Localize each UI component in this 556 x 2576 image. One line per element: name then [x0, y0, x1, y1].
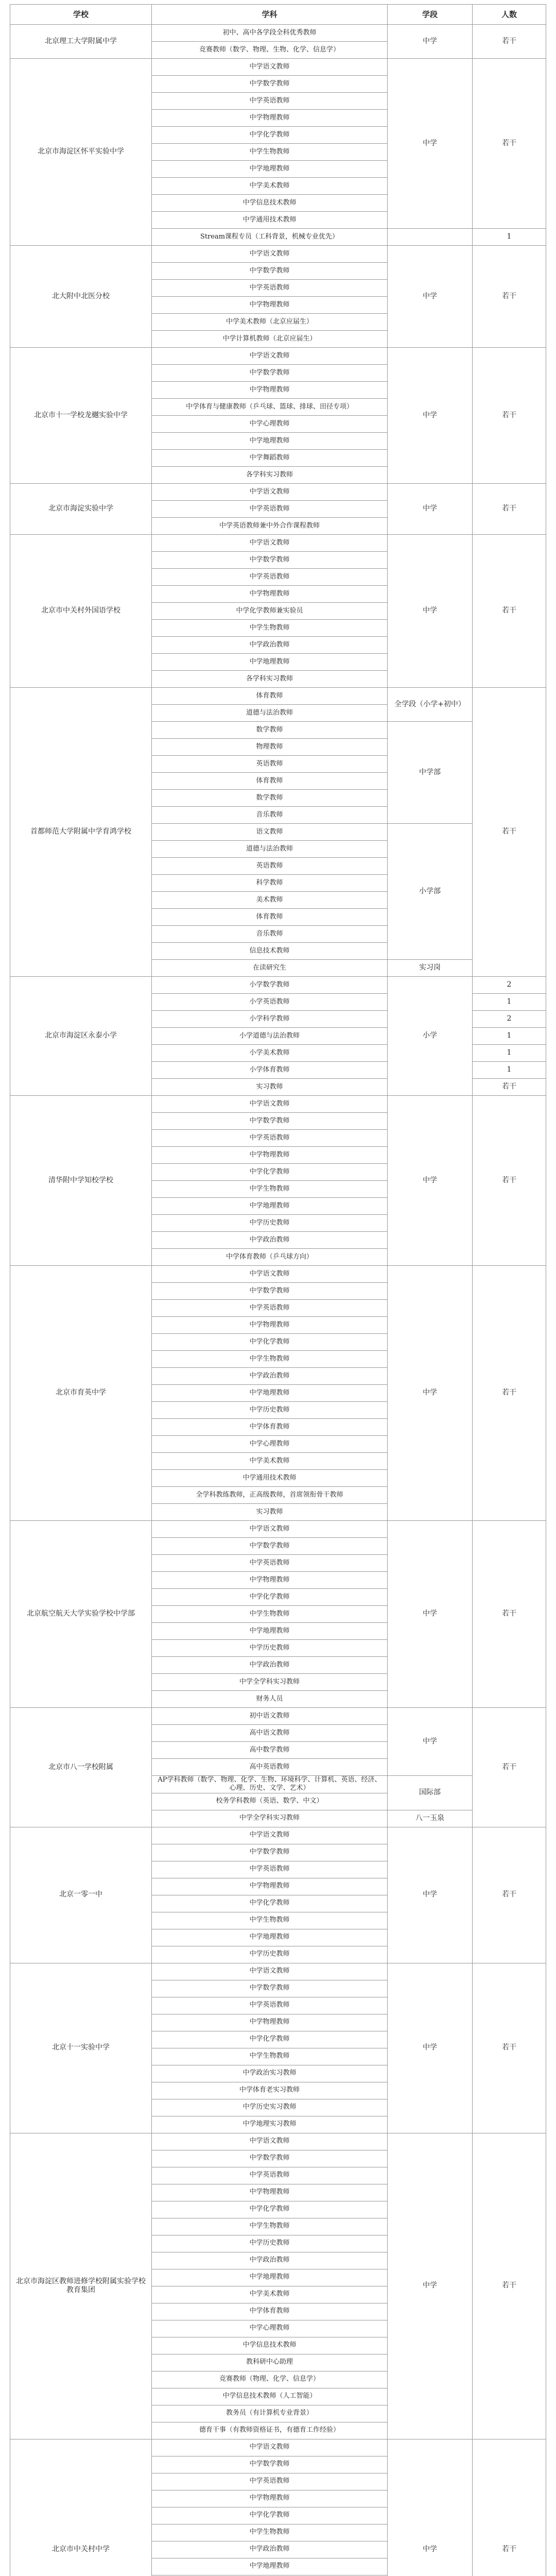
- subject-cell: 中学英语教师: [152, 93, 388, 110]
- stage-cell: 小学部: [388, 824, 473, 960]
- subject-cell: 中学心理教师: [152, 1436, 388, 1453]
- table-row: [10, 1521, 546, 1538]
- subject-cell: 初中语文教师: [152, 1708, 388, 1725]
- subject-cell: 中学化学教师: [152, 2031, 388, 2048]
- table-row: [10, 1096, 546, 1113]
- subject-cell: 道德与法治教师: [152, 705, 388, 722]
- subject-cell: 中学语文教师: [152, 1827, 388, 1844]
- count-cell: 1: [473, 1045, 546, 1062]
- count-cell: 若干: [473, 1708, 546, 1827]
- subject-cell: 音乐教师: [152, 926, 388, 943]
- subject-cell: 中学地理教师: [152, 2558, 388, 2575]
- subject-cell: 中学体育老实习教师: [152, 2082, 388, 2099]
- subject-cell: 体育教师: [152, 909, 388, 926]
- school-name: 北京市海淀区永泰小学: [10, 977, 152, 1096]
- subject-cell: 中学全学科实习教师: [152, 1810, 388, 1827]
- subject-cell: 中学英语教师: [152, 2473, 388, 2490]
- stage-cell: 中学部: [388, 722, 473, 824]
- school-name: 北大附中北医分校: [10, 246, 152, 348]
- school-name: 北京市八一学校附属: [10, 1708, 152, 1827]
- stage-cell: 中学: [388, 1521, 473, 1708]
- count-cell: 若干: [473, 1079, 546, 1096]
- stage-cell: 中学: [388, 1708, 473, 1776]
- subject-cell: 中学数学教师: [152, 2456, 388, 2473]
- subject-cell: 英语教师: [152, 756, 388, 773]
- school-name: 北京市中关村外国语学校: [10, 535, 152, 688]
- subject-cell: 道德与法治教师: [152, 841, 388, 858]
- school-name: 北京理工大学附属中学: [10, 25, 152, 59]
- subject-cell: 实习教师: [152, 1079, 388, 1096]
- school-name: 北京市育英中学: [10, 1266, 152, 1521]
- subject-cell: 小学数学教师: [152, 977, 388, 994]
- subject-cell: 中学物理教师: [152, 1317, 388, 1334]
- subject-cell: 中学生物教师: [152, 620, 388, 637]
- subject-cell: 中学物理教师: [152, 586, 388, 603]
- subject-cell: 中学物理教师: [152, 1878, 388, 1895]
- subject-cell: 德育干事（有教师资格证书，有德育工作经验）: [152, 2422, 388, 2439]
- subject-cell: 教科研中心助理: [152, 2354, 388, 2371]
- subject-cell: 中学历史实习教师: [152, 2099, 388, 2116]
- subject-cell: 中学数学教师: [152, 263, 388, 280]
- subject-cell: 中学数学教师: [152, 1538, 388, 1555]
- subject-cell: 中学数学教师: [152, 2150, 388, 2167]
- subject-cell: 中学英语教师: [152, 1555, 388, 1572]
- count-cell: 若干: [473, 1266, 546, 1521]
- subject-cell: 中学化学教师: [152, 1334, 388, 1351]
- subject-cell: 中学通用技术教师: [152, 212, 388, 229]
- subject-cell: 中学化学教师: [152, 1589, 388, 1606]
- subject-cell: 中学物理教师: [152, 1572, 388, 1589]
- subject-cell: 中学化学教师: [152, 2201, 388, 2218]
- stage-cell: [388, 229, 473, 246]
- count-cell: 2: [473, 1011, 546, 1028]
- subject-cell: Stream课程专员（工科背景，机械专业优先）: [152, 229, 388, 246]
- subject-cell: 中学政治实习教师: [152, 2065, 388, 2082]
- subject-cell: 财务人员: [152, 1691, 388, 1708]
- subject-cell: 中学数学教师: [152, 1980, 388, 1997]
- subject-cell: 中学英语教师: [152, 1861, 388, 1878]
- subject-cell: 中学信息技术教师: [152, 2337, 388, 2354]
- subject-cell: 中学历史教师: [152, 1402, 388, 1419]
- subject-cell: 中学体育教师（乒乓球方向）: [152, 1249, 388, 1266]
- stage-cell: 中学: [388, 2133, 473, 2439]
- subject-cell: 中学生物教师: [152, 1912, 388, 1929]
- subject-cell: 竞赛教师（数学、物理、生物、化学、信息学）: [152, 42, 388, 59]
- subject-cell: 中学数学教师: [152, 1283, 388, 1300]
- subject-cell: 初中、高中各学段全科优秀教师: [152, 25, 388, 42]
- subject-cell: 中学物理教师: [152, 2014, 388, 2031]
- subject-cell: 中学体育与健康教师（乒乓球、篮球、排球、田径专项）: [152, 399, 388, 416]
- subject-cell: 中学心理教师: [152, 2320, 388, 2337]
- stage-cell: 中学: [388, 484, 473, 535]
- subject-cell: 高中语文教师: [152, 1725, 388, 1742]
- subject-cell: 中学政治教师: [152, 1232, 388, 1249]
- subject-cell: 中学美术教师: [152, 2286, 388, 2303]
- subject-cell: 中学语文教师: [152, 1266, 388, 1283]
- stage-cell: 八一玉泉: [388, 1810, 473, 1827]
- subject-cell: 中学政治教师: [152, 2252, 388, 2269]
- stage-cell: 中学: [388, 1266, 473, 1521]
- subject-cell: 中学语文教师: [152, 348, 388, 365]
- subject-cell: 中学语文教师: [152, 1963, 388, 1980]
- subject-cell: 中学地理教师: [152, 2269, 388, 2286]
- school-name: 北京市海淀实验中学: [10, 484, 152, 535]
- count-cell: 若干: [473, 246, 546, 348]
- subject-cell: 中学生物教师: [152, 144, 388, 161]
- subject-cell: 中学生物教师: [152, 2218, 388, 2235]
- subject-cell: 中学地理教师: [152, 1198, 388, 1215]
- subject-cell: 高中数学教师: [152, 1742, 388, 1759]
- subject-cell: 中学数学教师: [152, 1113, 388, 1130]
- subject-cell: 中学语文教师: [152, 1096, 388, 1113]
- subject-cell: 中学历史教师: [152, 2235, 388, 2252]
- subject-cell: 信息技术教师: [152, 943, 388, 960]
- count-cell: 若干: [473, 1827, 546, 1963]
- table-row: [10, 535, 546, 552]
- subject-cell: 小学道德与法治教师: [152, 1028, 388, 1045]
- subject-cell: 中学物理教师: [152, 2184, 388, 2201]
- subject-cell: 物理教师: [152, 739, 388, 756]
- subject-cell: 各学科实习教师: [152, 467, 388, 484]
- subject-cell: 中学政治教师: [152, 1368, 388, 1385]
- school-name: 北京市海淀区怀平实验中学: [10, 59, 152, 246]
- table-row: [10, 484, 546, 501]
- header-subject: 学科: [152, 5, 388, 25]
- table-row: [10, 2439, 546, 2456]
- school-name: 北京市中关村中学: [10, 2439, 152, 2576]
- subject-cell: 实习教师: [152, 1504, 388, 1521]
- subject-cell: 中学政治教师: [152, 1657, 388, 1674]
- subject-cell: 中学数学教师: [152, 552, 388, 569]
- subject-cell: 中学化学教师: [152, 2507, 388, 2524]
- stage-cell: 全学段（小学+初中）: [388, 688, 473, 722]
- table-row: [10, 246, 546, 263]
- subject-cell: 数学教师: [152, 790, 388, 807]
- school-name: 北京航空航天大学实验学校中学部: [10, 1521, 152, 1708]
- subject-cell: 中学信息技术教师: [152, 195, 388, 212]
- subject-cell: 中学语文教师: [152, 2439, 388, 2456]
- subject-cell: 中学地理教师: [152, 433, 388, 450]
- subject-cell: 中学化学教师: [152, 1895, 388, 1912]
- subject-cell: 中学历史教师: [152, 1640, 388, 1657]
- subject-cell: 体育教师: [152, 773, 388, 790]
- subject-cell: 中学语文教师: [152, 1521, 388, 1538]
- table-row: [10, 2133, 546, 2150]
- recruitment-table: [10, 4, 546, 2576]
- count-cell: 1: [473, 994, 546, 1011]
- subject-cell: 中学英语教师: [152, 569, 388, 586]
- subject-cell: 科学教师: [152, 875, 388, 892]
- subject-cell: 美术教师: [152, 892, 388, 909]
- table-row: [10, 59, 546, 76]
- subject-cell: 音乐教师: [152, 807, 388, 824]
- subject-cell: 小学英语教师: [152, 994, 388, 1011]
- subject-cell: 中学地理教师: [152, 1929, 388, 1946]
- count-cell: 若干: [473, 59, 546, 229]
- subject-cell: 中学语文教师: [152, 246, 388, 263]
- stage-cell: 中学: [388, 59, 473, 229]
- stage-cell: 中学: [388, 1827, 473, 1963]
- subject-cell: 中学语文教师: [152, 535, 388, 552]
- subject-cell: 中学英语教师: [152, 2167, 388, 2184]
- subject-cell: 中学地理教师: [152, 654, 388, 671]
- subject-cell: 中学体育教师: [152, 1419, 388, 1436]
- subject-cell: 中学英语教师: [152, 1997, 388, 2014]
- subject-cell: 中学美术教师: [152, 1453, 388, 1470]
- subject-cell: 中学物理教师: [152, 2490, 388, 2507]
- subject-cell: 中学语文教师: [152, 484, 388, 501]
- count-cell: 若干: [473, 535, 546, 688]
- stage-cell: 国际部: [388, 1776, 473, 1810]
- subject-cell: 中学美术教师: [152, 178, 388, 195]
- subject-cell: 英语教师: [152, 858, 388, 875]
- subject-cell: 中学化学教师兼实验员: [152, 603, 388, 620]
- table-row: [10, 1708, 546, 1725]
- table-row: [10, 348, 546, 365]
- subject-cell: 中学历史教师: [152, 1215, 388, 1232]
- subject-cell: 中学数学教师: [152, 365, 388, 382]
- count-cell: 1: [473, 1062, 546, 1079]
- count-cell: 若干: [473, 2133, 546, 2439]
- stage-cell: 中学: [388, 25, 473, 59]
- subject-cell: 教务员（有计算机专业背景）: [152, 2405, 388, 2422]
- subject-cell: 高中英语教师: [152, 1759, 388, 1776]
- subject-cell: 中学心理教师: [152, 416, 388, 433]
- subject-cell: AP学科教师（数学、物理、化学、生物、环境科学、计算机、英语、经济、心理、历史、文学、艺术）: [152, 1776, 388, 1793]
- subject-cell: 中学化学教师: [152, 127, 388, 144]
- table-body: [10, 25, 546, 2576]
- subject-cell: 中学语文教师: [152, 59, 388, 76]
- subject-cell: 中学生物教师: [152, 2048, 388, 2065]
- stage-cell: 中学: [388, 1096, 473, 1266]
- subject-cell: 中学地理实习教师: [152, 2116, 388, 2133]
- subject-cell: 中学物理教师: [152, 297, 388, 314]
- subject-cell: 中学舞蹈教师: [152, 450, 388, 467]
- subject-cell: 中学英语教师: [152, 1130, 388, 1147]
- header-school: 学校: [10, 5, 152, 25]
- subject-cell: 小学科学教师: [152, 1011, 388, 1028]
- subject-cell: 语文教师: [152, 824, 388, 841]
- count-cell: 若干: [473, 484, 546, 535]
- count-cell: 若干: [473, 2439, 546, 2576]
- count-cell: 1: [473, 1028, 546, 1045]
- table-row: [10, 1266, 546, 1283]
- subject-cell: 中学体育教师: [152, 2303, 388, 2320]
- subject-cell: 中学语文教师: [152, 2133, 388, 2150]
- stage-cell: 实习岗: [388, 960, 473, 977]
- count-cell: 若干: [473, 1521, 546, 1708]
- subject-cell: 中学生物教师: [152, 1181, 388, 1198]
- subject-cell: 中学英语教师: [152, 501, 388, 518]
- table-row: [10, 1963, 546, 1980]
- school-name: 北京市十一学校龙樾实验中学: [10, 348, 152, 484]
- subject-cell: 中学美术教师（北京应届生）: [152, 314, 388, 331]
- subject-cell: 中学生物教师: [152, 2524, 388, 2541]
- subject-cell: 中学信息技术教师（人工智能）: [152, 2388, 388, 2405]
- subject-cell: 中学地理教师: [152, 1623, 388, 1640]
- count-cell: 若干: [473, 1963, 546, 2133]
- table-row: [10, 977, 546, 994]
- subject-cell: 各学科实习教师: [152, 671, 388, 688]
- school-name: 清华附中学知校学校: [10, 1096, 152, 1266]
- subject-cell: 在读研究生: [152, 960, 388, 977]
- subject-cell: 体育教师: [152, 688, 388, 705]
- subject-cell: 中学生物教师: [152, 1351, 388, 1368]
- subject-cell: 校务学科教师（英语、数学、中文）: [152, 1793, 388, 1810]
- subject-cell: 中学地理教师: [152, 1385, 388, 1402]
- subject-cell: 中学地理教师: [152, 161, 388, 178]
- subject-cell: 中学生物教师: [152, 1606, 388, 1623]
- school-name: 北京市海淀区教师进修学校附属实验学校教育集团: [10, 2133, 152, 2439]
- stage-cell: 中学: [388, 1963, 473, 2133]
- subject-cell: 中学英语教师: [152, 1300, 388, 1317]
- header-count: 人数: [473, 5, 546, 25]
- school-name: 首都师范大学附属中学育鸿学校: [10, 688, 152, 977]
- subject-cell: 中学化学教师: [152, 1164, 388, 1181]
- table-row: [10, 25, 546, 42]
- subject-cell: 中学通用技术教师: [152, 1470, 388, 1487]
- subject-cell: 中学英语教师兼中外合作课程教师: [152, 518, 388, 535]
- subject-cell: 中学政治教师: [152, 2541, 388, 2558]
- table-row: [10, 1827, 546, 1844]
- stage-cell: 中学: [388, 246, 473, 348]
- stage-cell: 中学: [388, 348, 473, 484]
- subject-cell: 全学科教练教师，正高级教师，首席领衔骨干教师: [152, 1487, 388, 1504]
- subject-cell: 中学数学教师: [152, 76, 388, 93]
- count-cell: 1: [473, 229, 546, 246]
- subject-cell: 中学全学科实习教师: [152, 1674, 388, 1691]
- subject-cell: 小学体育教师: [152, 1062, 388, 1079]
- subject-cell: 中学历史教师: [152, 1946, 388, 1963]
- count-cell: 2: [473, 977, 546, 994]
- subject-cell: 竞赛教师（物理、化学、信息学）: [152, 2371, 388, 2388]
- subject-cell: 中学物理教师: [152, 110, 388, 127]
- subject-cell: 中学物理教师: [152, 1147, 388, 1164]
- count-cell: 若干: [473, 348, 546, 484]
- table-row: [10, 688, 546, 705]
- stage-cell: 小学: [388, 977, 473, 1096]
- count-cell: 若干: [473, 688, 546, 977]
- subject-cell: 小学美术教师: [152, 1045, 388, 1062]
- school-name: 北京十一实验中学: [10, 1963, 152, 2133]
- stage-cell: 中学: [388, 535, 473, 688]
- stage-cell: 中学: [388, 2439, 473, 2576]
- subject-cell: 中学物理教师: [152, 382, 388, 399]
- subject-cell: 中学英语教师: [152, 280, 388, 297]
- subject-cell: 中学政治教师: [152, 637, 388, 654]
- table-header-row: [10, 5, 546, 25]
- count-cell: 若干: [473, 1096, 546, 1266]
- subject-cell: 中学计算机教师（北京应届生）: [152, 331, 388, 348]
- count-cell: 若干: [473, 25, 546, 59]
- subject-cell: 数学教师: [152, 722, 388, 739]
- subject-cell: 中学数学教师: [152, 1844, 388, 1861]
- header-stage: 学段: [388, 5, 473, 25]
- school-name: 北京一零一中: [10, 1827, 152, 1963]
